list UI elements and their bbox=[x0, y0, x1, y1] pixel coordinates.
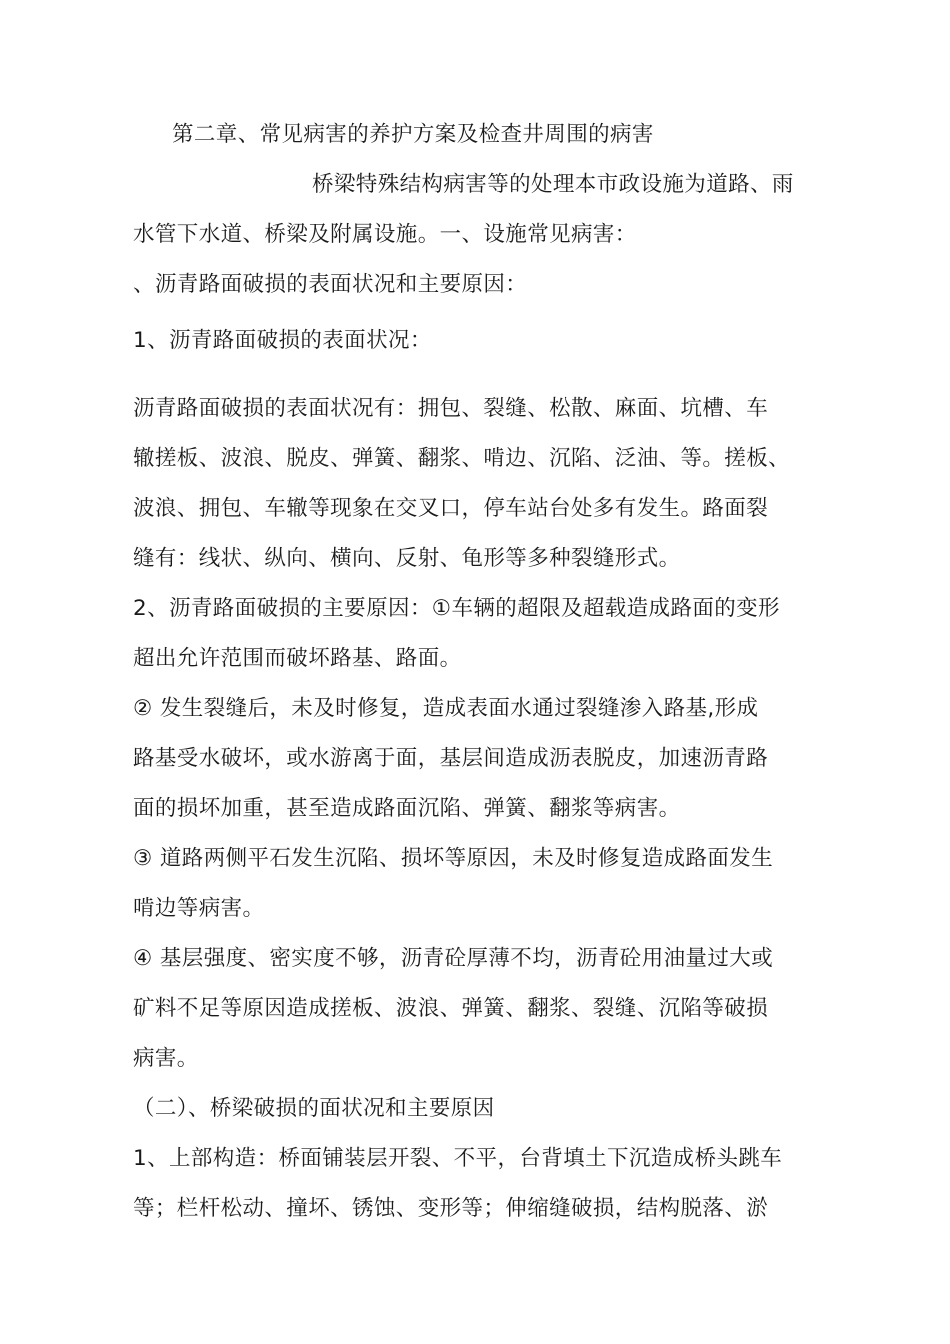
intro-paragraph-line-1: 桥梁特殊结构病害等的处理本市政设施为道路、雨 bbox=[312, 172, 794, 197]
subheading-surface-condition: 1、沥青路面破损的表面状况： bbox=[133, 328, 432, 353]
surface-paragraph-line-1: 沥青路面破损的表面状况有：拥包、裂缝、松散、麻面、坑槽、车 bbox=[133, 396, 769, 421]
bridge-paragraph-line-1: 1、上部构造：桥面铺装层开裂、不平，台背填土下沉造成桥头跳车 bbox=[133, 1146, 783, 1171]
surface-paragraph-line-2: 辙搓板、波浪、脱皮、弹簧、翻浆、啃边、沉陷、泛油、等。搓板、 bbox=[133, 446, 791, 471]
surface-paragraph-line-3: 波浪、拥包、车辙等现象在交叉口，停车站台处多有发生。路面裂 bbox=[133, 496, 769, 521]
bridge-paragraph-line-2: 等；栏杆松动、撞坏、锈蚀、变形等；伸缩缝破损，结构脱落、淤 bbox=[133, 1196, 769, 1221]
cause-2-line-2: 路基受水破坏，或水游离于面，基层间造成沥表脱皮，加速沥青路 bbox=[133, 746, 769, 771]
section-heading-asphalt: 、沥青路面破损的表面状况和主要原因： bbox=[133, 272, 528, 297]
section-heading-bridge: （二）、桥梁破损的面状况和主要原因 bbox=[133, 1096, 495, 1121]
cause-4-line-2: 矿料不足等原因造成搓板、波浪、弹簧、翻浆、裂缝、沉陷等破损 bbox=[133, 996, 769, 1021]
surface-paragraph-line-4: 缝有：线状、纵向、横向、反射、龟形等多种裂缝形式。 bbox=[133, 546, 681, 571]
chapter-title: 第二章、常见病害的养护方案及检查井周围的病害 bbox=[172, 122, 654, 147]
cause-3-line-2: 啃边等病害。 bbox=[133, 896, 265, 921]
cause-2-line-1: ② 发生裂缝后，未及时修复，造成表面水通过裂缝渗入路基,形成 bbox=[133, 696, 759, 721]
cause-3-line-1: ③ 道路两侧平石发生沉陷、损坏等原因，未及时修复造成路面发生 bbox=[133, 846, 774, 871]
cause-2-line-3: 面的损坏加重，甚至造成路面沉陷、弹簧、翻浆等病害。 bbox=[133, 796, 681, 821]
cause-4-line-1: ④ 基层强度、密实度不够，沥青砼厚薄不均，沥青砼用油量过大或 bbox=[133, 946, 774, 971]
cause-4-line-3: 病害。 bbox=[133, 1046, 199, 1071]
intro-paragraph-line-2: 水管下水道、桥梁及附属设施。一、设施常见病害： bbox=[133, 222, 637, 247]
causes-paragraph-line-2: 超出允许范围而破坏路基、路面。 bbox=[133, 646, 462, 671]
causes-paragraph-line-1: 2、沥青路面破损的主要原因：①车辆的超限及超载造成路面的变形 bbox=[133, 596, 780, 621]
